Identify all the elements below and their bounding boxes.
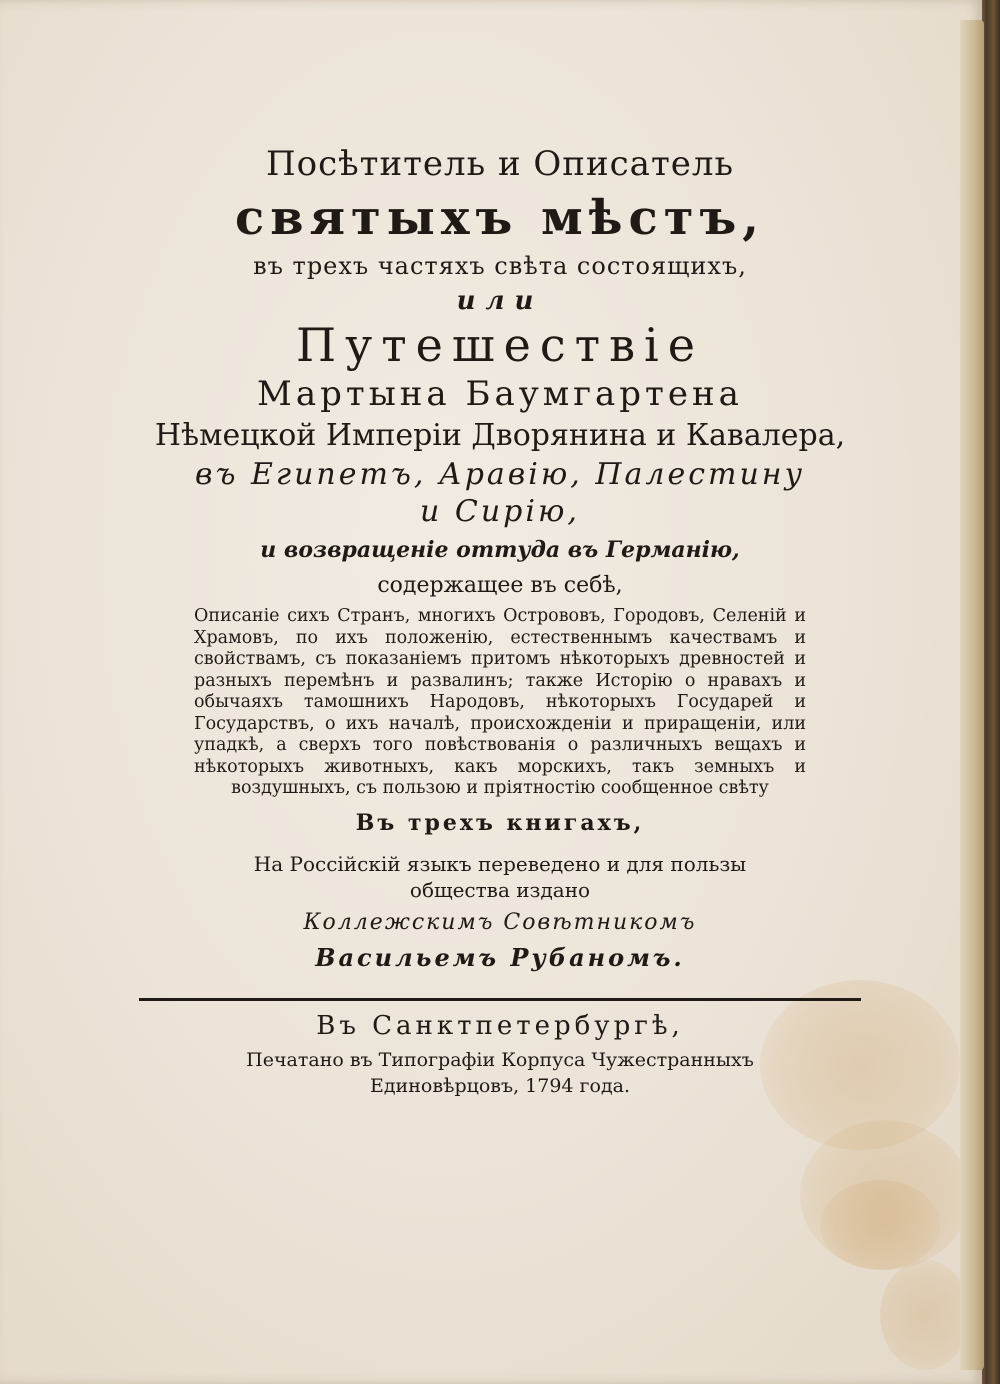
page-edges <box>960 20 984 1370</box>
title-line-1: Посѣтитель и Описатель <box>265 144 734 184</box>
imprint-year: Единовѣрцовъ, 1794 года. <box>369 1074 631 1097</box>
imprint-city: Въ Санктпетербургѣ, <box>316 1010 684 1041</box>
title-page-text <box>120 140 880 1097</box>
title-connector: или <box>456 286 544 316</box>
author-name: Мартына Баумгартена <box>257 374 743 414</box>
imprint-printer: Печатано въ Типографіи Корпуса Чужестранныхъ <box>246 1048 754 1071</box>
title-line-3: въ трехъ частяхъ свѣта состоящихъ, <box>253 252 747 280</box>
books-line: Въ трехъ книгахъ, <box>355 809 645 836</box>
imprint-divider <box>139 998 861 1001</box>
water-stain <box>880 1260 970 1370</box>
contents-description: Описаніе сихъ Странъ, многихъ Острововъ, Городовъ, Селеній и Храмовъ, по ихъ положенію, естественнымъ качествамъ и свойствамъ, съ показаніемъ притомъ нѣкоторыхъ древностей и разныхъ перемѣнъ и развалинъ; также Исторію о нравахъ и обычаяхъ тамошнихъ Народовъ, нѣкоторыхъ Государей и Государствъ, о ихъ началѣ, происхожденіи и приращеніи, или упадкѣ, а сверхъ того повѣствованія о различныхъ вещахъ и нѣкоторыхъ животныхъ, какъ морскихъ, такъ земныхъ и воздушныхъ, съ пользою и пріятностію сообщенное свѣту <box>194 606 806 798</box>
translator-name: Васильемъ Рубаномъ. <box>315 942 685 972</box>
title-line-2: святыхъ мѣстъ, <box>235 190 765 246</box>
translation-line-1: На Россійскій языкъ переведено и для пользы <box>253 851 747 876</box>
author-rank: Нѣмецкой Имперіи Дворянина и Кавалера, <box>154 418 846 453</box>
destinations-line-1: въ Египетъ, Аравію, Палестину <box>195 457 805 492</box>
return-line: и возвращеніе оттуда въ Германію, <box>260 537 740 563</box>
contains-line: содержащее въ себѣ, <box>377 573 623 598</box>
water-stain <box>820 1180 940 1270</box>
journey-title: Путешествіе <box>296 318 704 372</box>
translation-line-2: общества издано <box>409 877 591 902</box>
destinations-line-2: и Сирію, <box>420 494 580 529</box>
translator-title: Коллежскимъ Совѣтникомъ <box>303 909 697 935</box>
